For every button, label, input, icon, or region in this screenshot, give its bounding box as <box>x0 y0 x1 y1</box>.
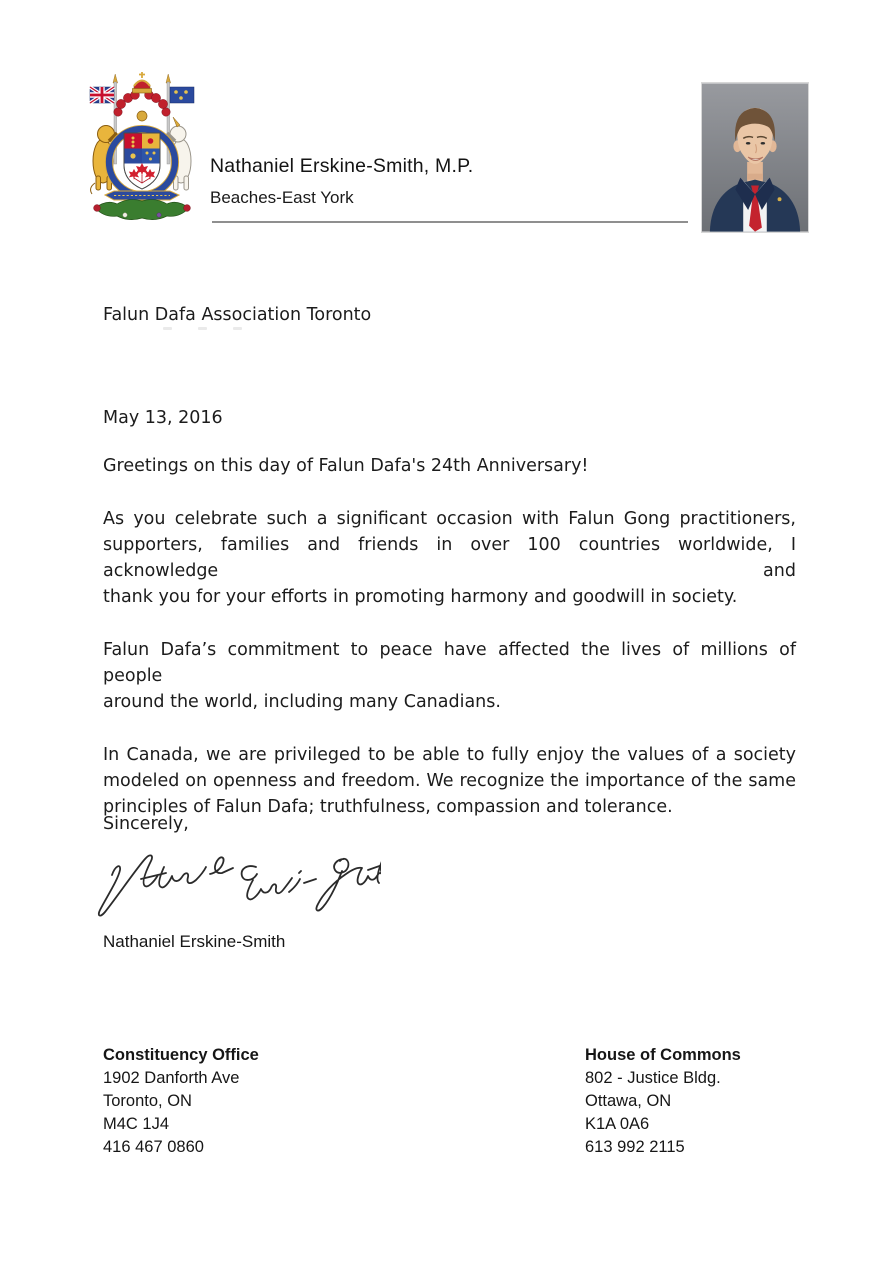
constituency-office-lines <box>103 1067 259 1159</box>
paragraph-line: around the world, including many Canadians. <box>103 692 501 712</box>
date-line: May 13, 2016 <box>103 408 223 428</box>
paragraph <box>103 742 796 820</box>
coat-of-arms-icon <box>87 71 197 223</box>
address-line: M4C 1J4 <box>103 1115 170 1133</box>
paragraph-line: modeled on openness and freedom. We recognize the importance of the same <box>103 771 796 791</box>
address-line: K1A 0A6 <box>585 1115 650 1133</box>
typed-signature-name: Nathaniel Erskine-Smith <box>103 932 286 951</box>
house-of-commons-title: House of Commons <box>585 1046 741 1064</box>
address-line: 802 - Justice Bldg. <box>585 1069 721 1087</box>
mp-riding: Beaches-East York <box>210 188 354 207</box>
paragraph <box>103 637 796 715</box>
recipient-line: Falun Dafa Association Toronto <box>103 305 372 325</box>
house-of-commons-block <box>585 1044 741 1159</box>
paragraph-line: principles of Falun Dafa; truthfulness, compassion and tolerance. <box>103 797 673 817</box>
constituency-office-title: Constituency Office <box>103 1046 259 1064</box>
redacted-address-artifact <box>163 327 242 330</box>
letter-body <box>103 506 796 847</box>
address-line: 416 467 0860 <box>103 1138 204 1156</box>
letterhead <box>210 155 473 208</box>
constituency-office-block <box>103 1044 259 1159</box>
paragraph-line: thank you for your efforts in promoting harmony and goodwill in society. <box>103 587 738 607</box>
address-line: Toronto, ON <box>103 1092 192 1110</box>
closing-line: Sincerely, <box>103 814 189 834</box>
paragraph <box>103 506 796 610</box>
handwritten-signature <box>96 845 381 925</box>
paragraph-line: In Canada, we are privileged to be able to fully enjoy the values of a society <box>103 745 796 765</box>
header-divider <box>212 221 688 223</box>
address-line: 1902 Danforth Ave <box>103 1069 240 1087</box>
mp-portrait-photo <box>701 82 809 233</box>
address-line: Ottawa, ON <box>585 1092 672 1110</box>
paragraph-line: supporters, families and friends in over 100 countries worldwide, I acknowledge and <box>103 535 796 581</box>
greeting-line: Greetings on this day of Falun Dafa's 24th Anniversary! <box>103 456 589 476</box>
paragraph-line: As you celebrate such a significant occasion with Falun Gong practitioners, <box>103 509 796 529</box>
house-of-commons-lines <box>585 1067 741 1159</box>
mp-name: Nathaniel Erskine-Smith, M.P. <box>210 155 474 177</box>
address-line: 613 992 2115 <box>585 1138 685 1156</box>
paragraph-line: Falun Dafa’s commitment to peace have affected the lives of millions of people <box>103 640 796 686</box>
